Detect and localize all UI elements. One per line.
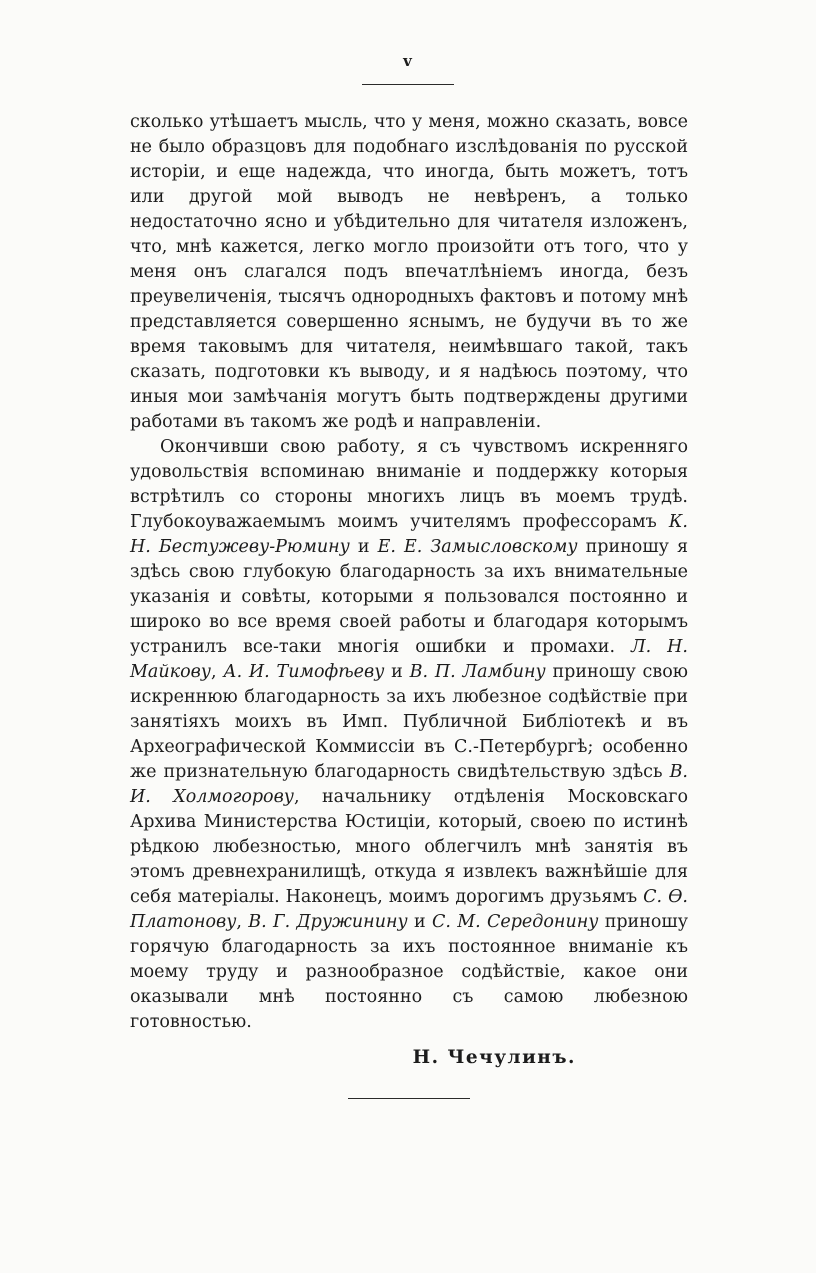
- paragraph: Окончивши свою работу, я съ чувствомъ искренняго удовольствія вспоминаю вниманіе и поддержку которыя встрѣтилъ со стороны многихъ лицъ въ моемъ трудѣ. Глубокоуважаемымъ моимъ учителямъ профессорамъ К. Н. Бестужеву-Рюмину и Е. Е. Замысловскому приношу я здѣсь свою глубокую благодарность за ихъ внимательные указанія и совѣты, которыми я пользовался постоянно и широко во все время своей работы и благодаря которымъ устранилъ все-таки многія ошибки и промахи. Л. Н. Майкову, А. И. Тимофѣеву и В. П. Ламбину приношу свою искреннюю благодарность за ихъ любезное содѣйствіе при занятіяхъ моихъ въ Имп. Публичной Библіотекѣ и въ Археографической Коммиссіи въ С.-Петербургѣ; особенно же признательную благодарность свидѣтельствую здѣсь В. И. Холмогорову, начальнику отдѣленія Московскаго Архива Министерства Юстиціи, который, своею по истинѣ рѣдкою любезностью, много облегчилъ мнѣ занятія въ этомъ древнехранилищѣ, откуда я извлекъ важнѣйшіе для себя матеріалы. Наконецъ, моимъ дорогимъ друзьямъ С. Ѳ. Платонову, В. Г. Дружинину и С. М. Середонину приношу горячую благодарность за ихъ постоянное вниманіе къ моему труду и разнообразное содѣйствіе, какое они оказывали мнѣ постоянно съ самою любезною готовностью.: [130, 437, 689, 1032]
- footer-rule: [348, 1098, 470, 1099]
- header-rule: [362, 84, 454, 85]
- paragraph: сколько утѣшаетъ мысль, что у меня, можно сказать, вовсе не было образцовъ для подобнаго изслѣдованія по русской исторіи, и еще надежда, что иногда, быть можетъ, тотъ или другой мой выводъ не невѣренъ, а только недостаточно ясно и убѣдительно для читателя изложенъ, что, мнѣ кажется, легко могло произойти отъ того, что у меня онъ слагался подъ впечатлѣніемъ иногда, безъ преувеличенія, тысячъ однородныхъ фактовъ и потому мнѣ представляется совершенно яснымъ, не будучи въ то же время таковымъ для читателя, неимѣвшаго такой, такъ сказать, подготовки къ выводу, и я надѣюсь поэтому, что иныя мои замѣчанія могутъ быть подтверждены другими работами въ такомъ же родѣ и направленіи.: [130, 112, 688, 432]
- page-number: v: [403, 52, 413, 70]
- preface-text: [130, 110, 688, 1099]
- author-signature: Н. Чечулинъ.: [412, 1047, 576, 1068]
